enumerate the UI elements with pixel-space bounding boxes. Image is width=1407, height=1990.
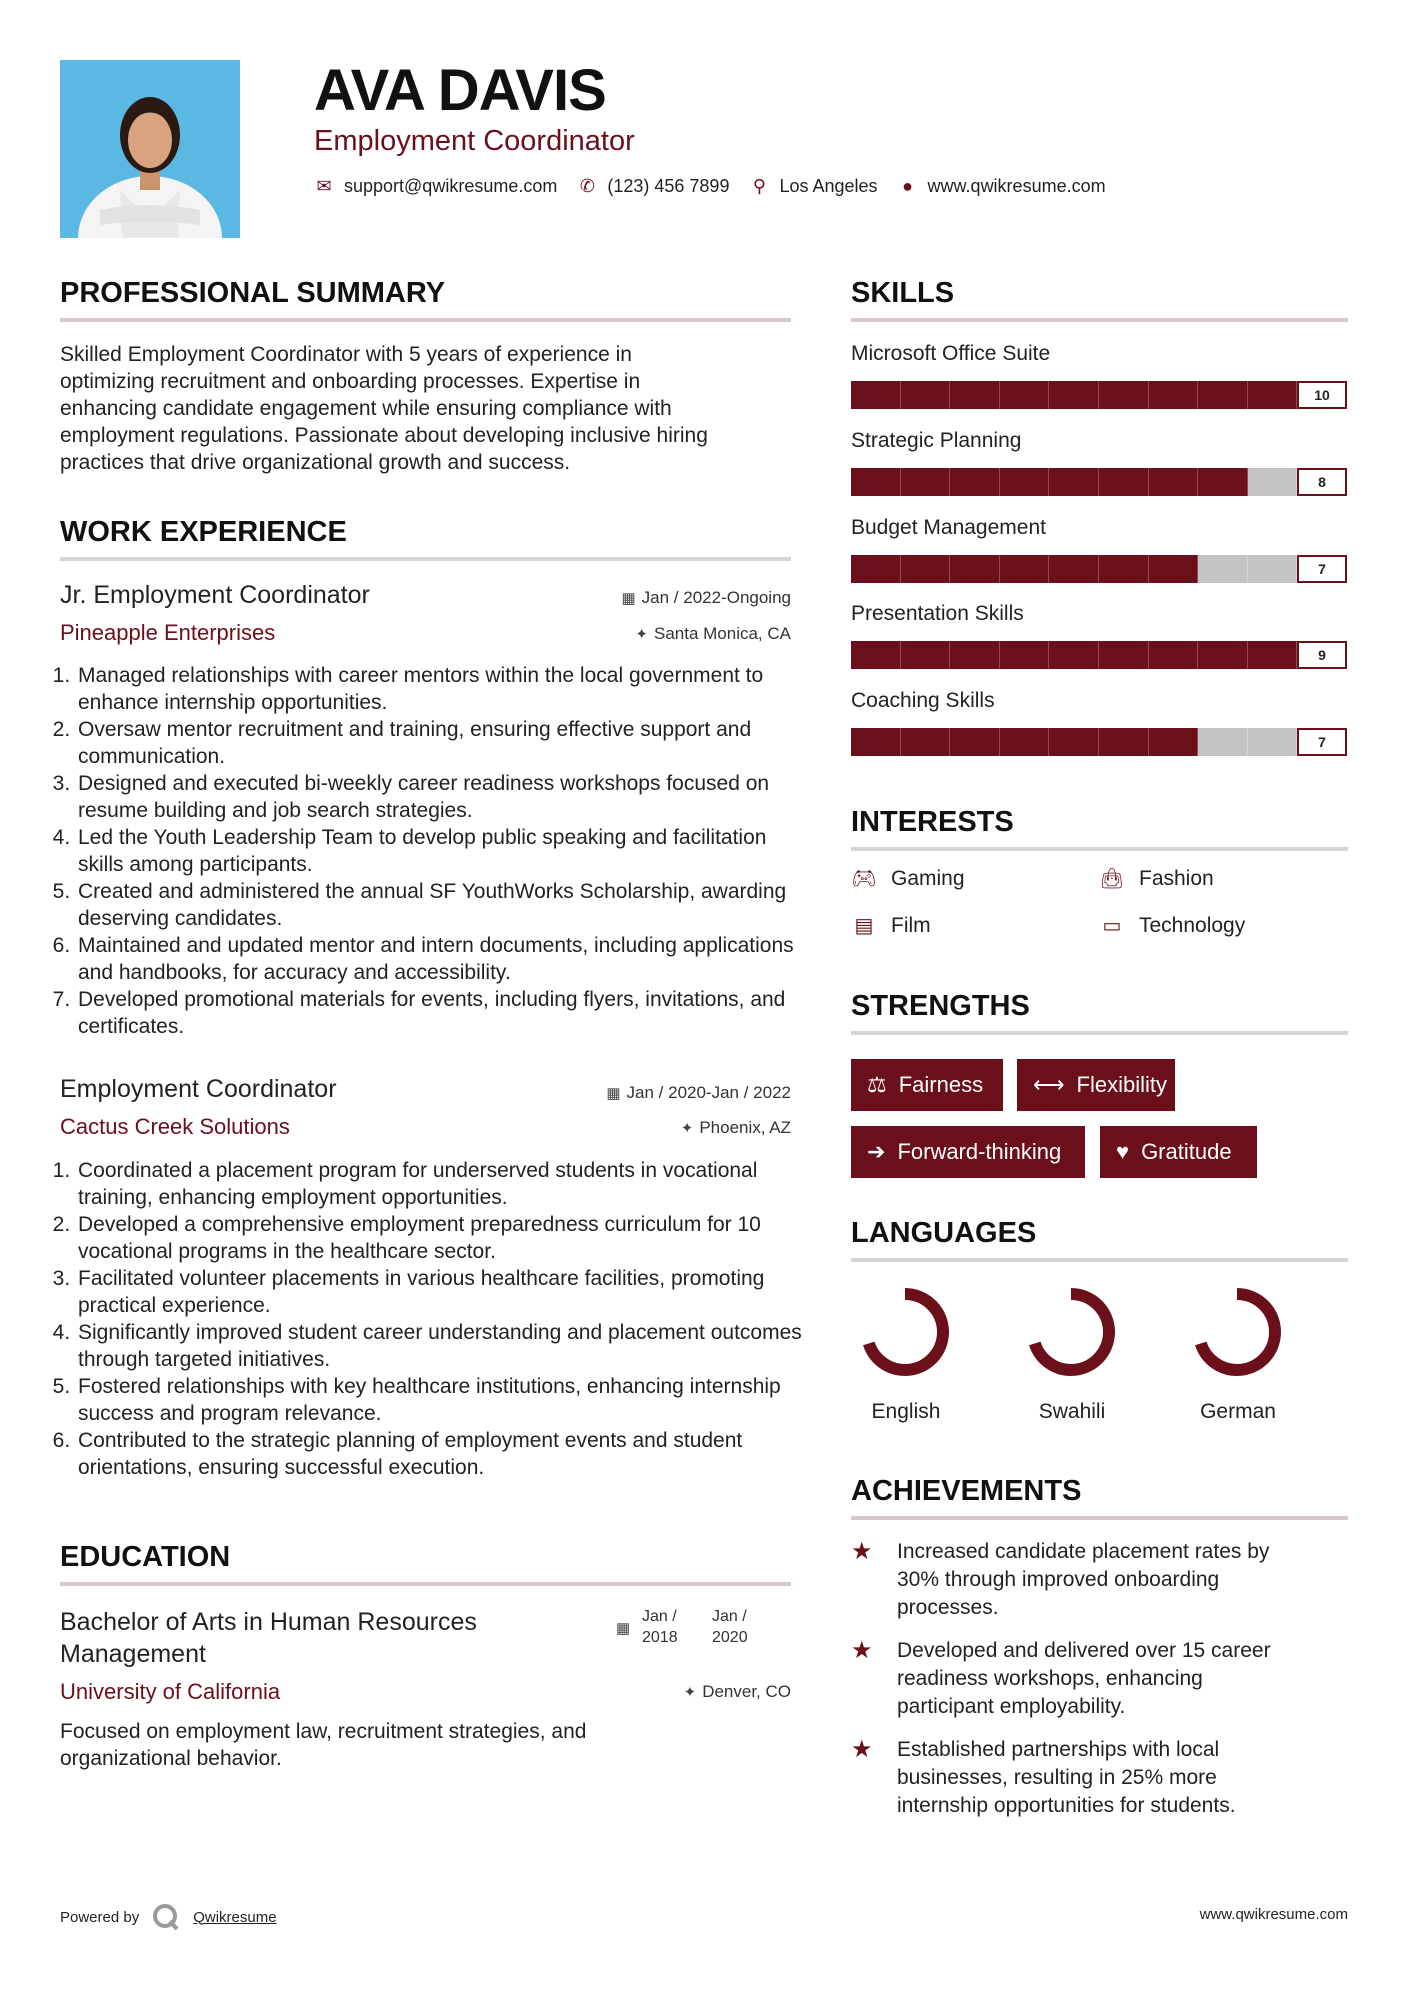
work-heading: WORK EXPERIENCE <box>60 516 347 548</box>
contact-bar <box>314 176 1114 197</box>
skill-bar <box>851 728 1347 756</box>
profile-photo <box>60 60 240 238</box>
skill-bar-segment <box>901 728 951 756</box>
achievements-divider <box>851 1516 1348 1520</box>
language-ring-arc <box>1199 1294 1275 1370</box>
pin-icon: ✦ <box>635 626 648 643</box>
strengths-heading: STRENGTHS <box>851 990 1030 1022</box>
job-2-title: Employment Coordinator <box>60 1075 337 1103</box>
education-location: ✦ Denver, CO <box>683 1682 791 1701</box>
skill-bar-segment <box>950 641 1000 669</box>
footer-url[interactable]: www.qwikresume.com <box>1199 1906 1348 1923</box>
gamepad-icon: 🎮︎ <box>851 868 877 890</box>
strength-forward-thinking: ➔ Forward-thinking <box>851 1126 1085 1178</box>
skill-bar-segment <box>1248 555 1298 583</box>
interest-film: ▤ Film <box>851 913 931 938</box>
skill-bar-segment <box>1000 641 1050 669</box>
job-1-location: ✦ Santa Monica, CA <box>635 624 791 643</box>
skill-name: Budget Management <box>851 516 1046 539</box>
list-item: 4. Led the Youth Leadership Team to develop public speaking and facilitation skills among participants. <box>76 824 816 878</box>
skill-bar-segment <box>1248 641 1298 669</box>
job-2-bullets <box>58 1157 816 1481</box>
skill-bar-segment <box>1149 381 1199 409</box>
skill-bar-segment <box>1149 728 1199 756</box>
calendar-icon: ▦ <box>606 1085 621 1102</box>
skill-bar-segment <box>1248 728 1298 756</box>
skill-level-badge: 7 <box>1297 555 1347 583</box>
skill-bar-segment <box>1000 728 1050 756</box>
laptop-icon: ▭ <box>1102 915 1122 937</box>
skill-bar-segment <box>901 381 951 409</box>
contact-website[interactable]: ● www.qwikresume.com <box>898 176 1106 197</box>
languages-divider <box>851 1258 1348 1262</box>
degree-title: Bachelor of Arts in Human Resources Management <box>60 1608 477 1668</box>
skill-bar <box>851 555 1347 583</box>
list-item: 1. Coordinated a placement program for underserved students in vocational training, enhancing employment opportunities. <box>76 1157 816 1211</box>
skill-bar-segment <box>1049 468 1099 496</box>
qwikresume-logo-icon <box>151 1902 181 1932</box>
job-title: Employment Coordinator <box>314 125 635 157</box>
pin-icon: ✦ <box>680 1120 694 1137</box>
skills-divider <box>851 318 1348 322</box>
summary-heading: PROFESSIONAL SUMMARY <box>60 277 446 309</box>
qwikresume-link[interactable]: Qwikresume <box>193 1908 277 1926</box>
map-marker-icon: ⚲ <box>752 176 767 196</box>
skill-bar-segment <box>1000 468 1050 496</box>
skill-bar-segment <box>1198 641 1248 669</box>
achievement-item: ★ Established partnerships with local businesses, resulting in 25% more internship opportunities for students. <box>851 1736 1351 1820</box>
languages-heading: LANGUAGES <box>851 1217 1037 1249</box>
school-name: University of California <box>60 1679 281 1704</box>
skill-bar-segment <box>851 468 901 496</box>
list-item: 2. Oversaw mentor recruitment and training, ensuring effective support and communication. <box>76 716 816 770</box>
skill-bar-segment <box>851 381 901 409</box>
job-2-company: Cactus Creek Solutions <box>60 1114 290 1139</box>
education-description: Focused on employment law, recruitment strategies, and organizational behavior. <box>60 1720 587 1770</box>
achievements-heading: ACHIEVEMENTS <box>851 1475 1082 1507</box>
phone-icon: ✆ <box>579 176 595 196</box>
pin-icon: ✦ <box>683 1684 697 1701</box>
strength-flexibility: ⟷ Flexibility <box>1017 1059 1175 1111</box>
skill-bar-segment <box>1248 381 1298 409</box>
language-ring-arc <box>867 1294 943 1370</box>
skill-bar-segment <box>851 728 901 756</box>
language-ring <box>1189 1284 1285 1380</box>
skill-bar-segment <box>1099 728 1149 756</box>
skill-bar <box>851 641 1347 669</box>
strength-fairness: ⚖ Fairness <box>851 1059 1003 1111</box>
skill-name: Strategic Planning <box>851 429 1022 452</box>
skill-bar-segment <box>1149 641 1199 669</box>
job-2-location: ✦ Phoenix, AZ <box>680 1118 791 1137</box>
star-icon: ★ <box>851 1538 873 1565</box>
skill-bar-segment <box>851 555 901 583</box>
list-item: 3. Designed and executed bi-weekly career readiness workshops focused on resume building and job search strategies. <box>76 770 816 824</box>
job-1-dates: ▦ Jan / 2022-Ongoing <box>621 588 791 607</box>
skill-bar-segment <box>901 641 951 669</box>
skills-heading: SKILLS <box>851 277 955 309</box>
language-label: German <box>1200 1400 1276 1423</box>
skill-level-badge: 7 <box>1297 728 1347 756</box>
arrow-right-icon: ➔ <box>867 1139 886 1164</box>
skill-bar-segment <box>1049 381 1099 409</box>
job-1-title: Jr. Employment Coordinator <box>60 581 370 609</box>
balance-scale-icon: ⚖ <box>867 1072 887 1097</box>
job-1-bullets <box>58 662 816 1040</box>
interests-divider <box>851 847 1348 851</box>
skill-bar-segment <box>1099 381 1149 409</box>
shopping-bag-icon: 👜︎ <box>1099 868 1125 890</box>
skill-bar-segment <box>1049 555 1099 583</box>
skill-bar-segment <box>1049 728 1099 756</box>
skill-bar-segment <box>851 641 901 669</box>
skill-name: Microsoft Office Suite <box>851 342 1051 365</box>
list-item: 6. Maintained and updated mentor and intern documents, including applications and handbooks, for accuracy and accessibility. <box>76 932 816 986</box>
skill-level-badge: 8 <box>1297 468 1347 496</box>
skill-bar-segment <box>1049 641 1099 669</box>
skill-name: Presentation Skills <box>851 602 1024 625</box>
skill-bar-segment <box>901 468 951 496</box>
work-divider <box>60 557 791 561</box>
footer-powered-by: Powered by Qwikresume <box>60 1902 277 1932</box>
summary-divider <box>60 318 791 322</box>
film-icon: ▤ <box>854 915 874 937</box>
language-label: Swahili <box>1038 1400 1106 1423</box>
skill-bar-segment <box>1099 641 1149 669</box>
interest-gaming: 🎮︎ Gaming <box>851 866 965 890</box>
skill-bar-segment <box>950 468 1000 496</box>
calendar-icon: ▦ <box>616 1620 631 1637</box>
skill-bar-segment <box>1149 555 1199 583</box>
star-icon: ★ <box>851 1637 873 1664</box>
skill-name: Coaching Skills <box>851 689 995 712</box>
strength-gratitude: ♥ Gratitude <box>1100 1126 1257 1178</box>
achievement-item: ★ Increased candidate placement rates by 30% through improved onboarding processes. <box>851 1538 1351 1622</box>
envelope-icon: ✉ <box>316 176 332 196</box>
list-item: 3. Facilitated volunteer placements in various healthcare facilities, promoting practical experience. <box>76 1265 816 1319</box>
contact-email[interactable]: ✉ support@qwikresume.com <box>314 176 557 197</box>
skill-bar <box>851 381 1347 409</box>
list-item: 7. Developed promotional materials for events, including flyers, invitations, and certificates. <box>76 986 816 1040</box>
list-item: 6. Contributed to the strategic planning of employment events and student orientations, ensuring successful execution. <box>76 1427 816 1481</box>
job-1-company: Pineapple Enterprises <box>60 620 276 645</box>
skill-bar-segment <box>1198 381 1248 409</box>
list-item: 5. Created and administered the annual SF YouthWorks Scholarship, awarding deserving candidates. <box>76 878 816 932</box>
contact-phone[interactable]: ✆ (123) 456 7899 <box>577 176 729 197</box>
skill-bar-segment <box>950 728 1000 756</box>
job-2-dates: ▦ Jan / 2020-Jan / 2022 <box>606 1083 791 1102</box>
contact-location: ⚲ Los Angeles <box>749 176 877 197</box>
strengths-divider <box>851 1031 1348 1035</box>
skill-bar-segment <box>1149 468 1199 496</box>
skill-bar-segment <box>1248 468 1298 496</box>
list-item: 2. Developed a comprehensive employment preparedness curriculum for 10 vocational programs in the healthcare sector. <box>76 1211 816 1265</box>
language-ring <box>1023 1284 1119 1380</box>
candidate-name: AVA DAVIS <box>314 58 606 123</box>
star-icon: ★ <box>851 1736 873 1763</box>
skill-bar-segment <box>1198 555 1248 583</box>
achievement-item: ★ Developed and delivered over 15 career readiness workshops, enhancing participant employability. <box>851 1637 1351 1721</box>
interest-fashion: 👜︎ Fashion <box>1099 866 1214 890</box>
interests-heading: INTERESTS <box>851 806 1014 838</box>
arrows-horizontal-icon: ⟷ <box>1033 1072 1065 1097</box>
skill-bar-segment <box>950 381 1000 409</box>
language-label: English <box>871 1400 941 1423</box>
calendar-icon: ▦ <box>621 590 636 607</box>
skill-bar-segment <box>1099 555 1149 583</box>
list-item: 5. Fostered relationships with key healthcare institutions, enhancing internship success and program relevance. <box>76 1373 816 1427</box>
skill-bar-segment <box>1000 555 1050 583</box>
heart-icon: ♥ <box>1116 1139 1130 1164</box>
skill-level-badge: 10 <box>1297 381 1347 409</box>
language-ring-arc <box>1033 1294 1109 1370</box>
list-item: 4. Significantly improved student career understanding and placement outcomes through targeted initiatives. <box>76 1319 816 1373</box>
skill-bar-segment <box>901 555 951 583</box>
education-divider <box>60 1582 791 1586</box>
skill-bar-segment <box>950 555 1000 583</box>
education-heading: EDUCATION <box>60 1541 231 1573</box>
interest-technology: ▭ Technology <box>1099 913 1245 938</box>
summary-text: Skilled Employment Coordinator with 5 years of experience in optimizing recruitment and onboarding processes. Expertise in enhancing candidate engagement while ensuring compliance with employment regulations. Passionate about developing inclusive hiring practices that drive organizational growth and success. <box>60 343 708 474</box>
skill-bar-segment <box>1000 381 1050 409</box>
globe-icon: ● <box>902 176 913 196</box>
skill-bar-segment <box>1198 468 1248 496</box>
skill-bar <box>851 468 1347 496</box>
list-item: 1. Managed relationships with career mentors within the local government to enhance internship opportunities. <box>76 662 816 716</box>
language-ring <box>857 1284 953 1380</box>
skill-bar-segment <box>1099 468 1149 496</box>
skill-level-badge: 9 <box>1297 641 1347 669</box>
skill-bar-segment <box>1198 728 1248 756</box>
